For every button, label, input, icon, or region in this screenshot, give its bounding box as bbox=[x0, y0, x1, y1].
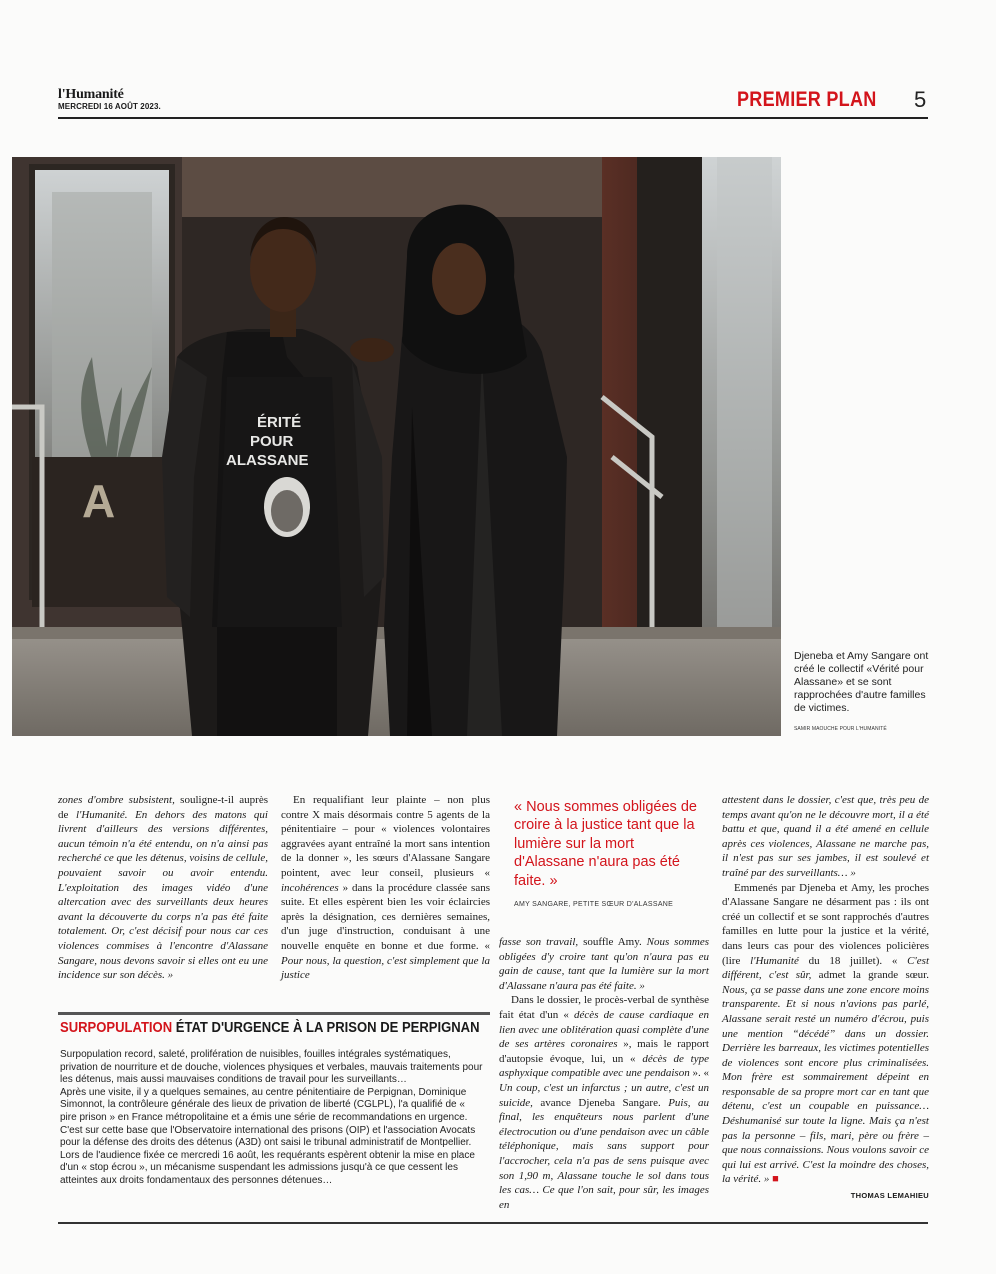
text-fragment: incohérences bbox=[281, 881, 339, 894]
article-column-2 bbox=[281, 793, 490, 983]
text-fragment: C'est différent, c'est sûr, bbox=[722, 954, 930, 982]
shirt-text-line3: ALASSANE bbox=[226, 452, 309, 469]
masthead-logo: l'Humanité bbox=[58, 87, 124, 102]
header-rule bbox=[58, 117, 928, 119]
text-fragment: fasse son travail, bbox=[499, 936, 579, 948]
text-fragment: ». « bbox=[689, 1067, 709, 1080]
text-fragment: décès de cause cardiaque en lien avec une oblitération quasi complète d'une de ses artères coronaires bbox=[499, 1008, 709, 1051]
box-title bbox=[60, 1020, 480, 1036]
box-title-kicker: SURPOPULATION bbox=[60, 1020, 173, 1036]
issue-date: MERCREDI 16 AOÛT 2023. bbox=[58, 102, 161, 111]
section-title: PREMIER PLAN bbox=[737, 88, 877, 111]
text-fragment: l'Humanité bbox=[75, 808, 125, 821]
text-fragment: Dans le dossier, le procès-verbal de synthèse fait état d'un « bbox=[499, 994, 709, 1021]
article-column-3 bbox=[499, 935, 709, 1212]
text-fragment: », mais le rapport d'autopsie évoque, lui, un « bbox=[499, 1038, 709, 1065]
article-column-4 bbox=[722, 793, 929, 1204]
text-fragment: souligne-t-il auprès de bbox=[58, 794, 268, 821]
text-fragment: zones d'ombre subsistent, bbox=[58, 794, 175, 806]
box-paragraph: C'est sur cette base que l'Observatoire international des prisons (OIP) et l'association Avocats pour la défense des droits des détenus (A3D) ont saisi le tribunal administratif de Montpellier. Lors de l'audience fixée ce mercredi 16 août, les requérants espèrent obtenir la mise en place d'un « stop écrou », un mécanisme suspendant les admissions jusqu'à ce que cessent les atteintes aux droits fondamentaux des personnes détenues… bbox=[60, 1124, 476, 1186]
text-fragment: Pour nous, la question, c'est simplement que la justice bbox=[281, 954, 490, 982]
text-fragment: du 18 juillet). « bbox=[798, 954, 908, 967]
text-fragment: En requalifiant leur plainte – non plus contre X mais désormais contre 5 agents de la pénitentiaire – pour « violences volontaires aggravées ayant entraîné la mort sans intention de la donner », les sœurs d'Alassane Sangare pointent, avec leur conseil, plusieurs « bbox=[281, 794, 490, 879]
pull-quote: « Nous sommes obligées de croire à la justice tant que la lumière sur la mort d'Alassane n'aura pas été faite. » bbox=[514, 799, 697, 889]
box-paragraph: Surpopulation record, saleté, prolifération de nuisibles, fouilles intégrales systématiques, privation de nourriture et de douche, violences physiques et verbales, mauvais traitements pour les détenus, mais aussi mauvaises conditions de travail pour les surveillants… bbox=[60, 1049, 483, 1086]
photo-caption: Djeneba et Amy Sangare ont créé le collectif «Vérité pour Alassane» et se sont rapprochées d'autre familles de victimes. bbox=[794, 650, 929, 714]
shirt-text-line1: ÉRITÉ bbox=[257, 414, 302, 431]
text-fragment: admet la grande sœur. bbox=[811, 969, 929, 982]
text-fragment: Puis, au final, les enquêteurs nous parlent d'une électrocution ou d'une pendaison avec un câble téléphonique, mais sans support pour l'accrocher, cela n'a pas de sens puisque avec son 1,90 m, Alassane touche le sol dans tous les cas… Ce que l'on sait, pour sûr, les images en bbox=[499, 1096, 709, 1211]
footer-rule bbox=[58, 1222, 928, 1224]
photo-illustration bbox=[12, 157, 781, 736]
article-photo bbox=[12, 157, 781, 736]
photo-credit: SAMIR MAOUCHE POUR L'HUMANITÉ bbox=[794, 726, 887, 732]
pull-quote-source: AMY SANGARE, PETITE SŒUR D'ALASSANE bbox=[514, 901, 674, 908]
page-number: 5 bbox=[914, 87, 927, 112]
text-fragment: » dans la procédure classée sans suite. Et elles espèrent bien les voir éclaircies après la désignation, ces dernières semaines, d'un juge d'instruction, conduisant à une nouvelle enquête en bonne et due forme. « bbox=[281, 881, 490, 952]
end-mark: ■ bbox=[772, 1173, 779, 1186]
text-fragment: attestent dans le dossier, c'est que, très peu de temps avant qu'on ne le découvre mort, il a été battu et que, quand il a été amené en cellule après ces violences, Alassane ne marche pas, il n'est pas sur ses jambes, il est soulevé et traîné par des surveillants… » bbox=[722, 794, 929, 879]
text-fragment: l'Humanité bbox=[750, 954, 799, 967]
text-fragment: souffle Amy. bbox=[578, 936, 647, 948]
article-author: THOMAS LEMAHIEU bbox=[850, 1191, 929, 1201]
text-fragment: Nous sommes obligées d'y croire tant qu'on n'aura pas eu gain de cause, tant que la lumière sur la mort d'Alassane n'aura pas été faite. » bbox=[499, 936, 710, 992]
text-fragment: . En dehors des matons qui livrent d'ailleurs des versions différentes, aucun témoin n'a été entendu, on n'a ainsi pas recherché ce que les détenus, voisins de cellule, pouvaient savoir ou avoir entendu. L'exploitation des images vidéo d'une altercation avec des surveillants deux heures avant la découverte du corps n'a pas été faite totalement. Or, c'est décisif pour nous car ces violences commises à l'encontre d'Alassane Sangare, nous devons savoir si elles ont eu une incidence sur son décès. » bbox=[58, 808, 268, 982]
text-fragment: Emmenés par Djeneba et Amy, les proches d'Alassane Sangare ne désarment pas : ils ont créé un collectif et se sont rapprochés d'autres familles en lutte pour la justice et la vérité, dans leurs cas pour des violences policières (lire bbox=[722, 881, 929, 967]
box-text bbox=[60, 1049, 484, 1188]
article-column-1 bbox=[58, 793, 268, 983]
box-rule bbox=[58, 1012, 490, 1015]
shirt-text-line2: POUR bbox=[250, 433, 294, 450]
door-letter: A bbox=[82, 475, 116, 527]
text-fragment: Un coup, c'est un infarctus ; un autre, c'est un suicide, bbox=[499, 1081, 709, 1109]
box-title-headline: ÉTAT D'URGENCE À LA PRISON DE PERPIGNAN bbox=[172, 1020, 480, 1036]
box-paragraph: Après une visite, il y a quelques semaines, au centre pénitentiaire de Perpignan, Dominique Simonnot, la contrôleure générale des lieux de privation de liberté (CGLPL), l'a qualifié de « pire prison » en France métropolitaine et a émis une série de recommandations en urgence. bbox=[60, 1086, 468, 1123]
text-fragment: Nous, ça se passe dans une zone encore moins transparente. Et si nous n'avions pas parlé, Alassane serait resté un numéro d'écrou, puis une mention “décédé” dans un dossier. Derrière les barreaux, les victimes potentielles de violences sont encore plus criminalisées. Mon frère est sommairement dépeint en responsable de sa propre mort car en tant que détenu, c'est un coupable en puissance… Déshumanisé sur toute la ligne. Mais ça n'est pas la personne – fils, mari, père ou frère – que nous connaissions. Nous voulons savoir ce qui lui est arrivé. C'est la moindre des choses, la vérité. » bbox=[722, 983, 929, 1186]
text-fragment: décès de type asphyxique compatible avec une pendaison bbox=[499, 1052, 709, 1080]
text-fragment: avance Djeneba Sangare. bbox=[532, 1096, 669, 1109]
